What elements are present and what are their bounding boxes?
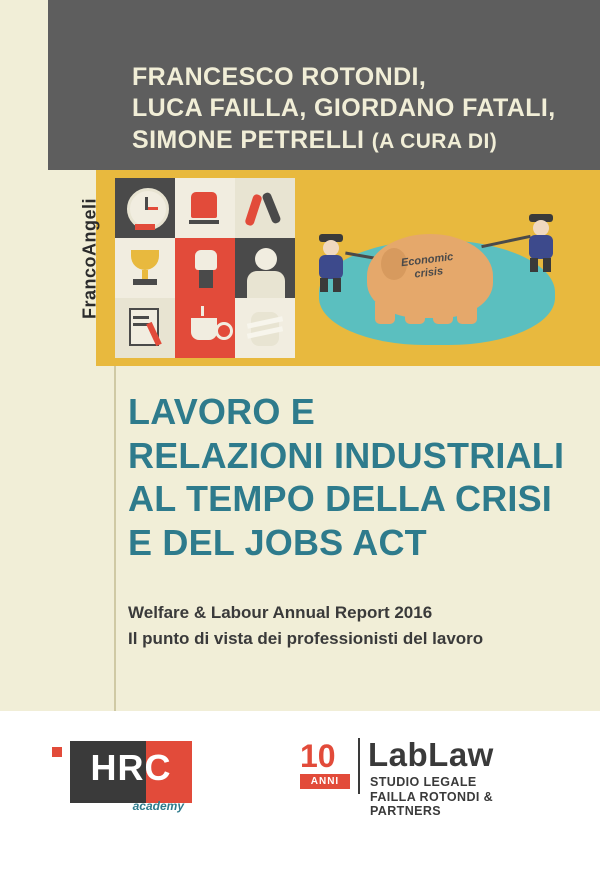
publisher-name: FrancoAngeli [79, 198, 100, 320]
title-line-2: RELAZIONI INDUSTRIALI [128, 434, 565, 476]
title-line-1: LAVORO E [128, 391, 315, 432]
subtitle-line-1: Welfare & Labour Annual Report 2016 [128, 603, 433, 622]
elephant-legs [375, 302, 475, 324]
businessman-right [521, 214, 561, 268]
businessman-left [311, 234, 351, 288]
left-lower-cream-block [0, 366, 115, 711]
author-line-3 [132, 125, 572, 156]
lablaw-subtitle-1: STUDIO LEGALE [370, 775, 477, 789]
tile-running-legs-icon [235, 178, 295, 238]
title-line-4: E DEL JOBS ACT [128, 521, 427, 563]
hrc-logo-tagline: academy [132, 799, 184, 813]
author-line-1: FRANCESCO ROTONDI, [132, 63, 427, 91]
lablaw-name: LabLaw [368, 736, 494, 773]
hrc-logo-text: HRC [90, 747, 172, 788]
tile-hand-paper-icon [175, 178, 235, 238]
tile-raised-fist-icon [175, 238, 235, 298]
lablaw-years-label: ANNI [300, 774, 350, 789]
authors-block [132, 62, 572, 156]
tile-coffee-cup-icon [175, 298, 235, 358]
tile-businessman-icon [235, 238, 295, 298]
author-line-3-names: SIMONE PETRELLI [132, 125, 365, 154]
tile-clock-icon [115, 178, 175, 238]
hrc-academy-logo [52, 741, 192, 813]
tile-bandaged-arm-icon [235, 298, 295, 358]
lablaw-divider [358, 738, 360, 794]
elephant-label-line-2: crisis [413, 264, 444, 281]
author-line-2: LUCA FAILLA, GIORDANO FATALI, [132, 94, 556, 123]
title-line-3: AL TEMPO DELLA CRISI [128, 478, 553, 520]
subtitle-line-2: Il punto di vista dei professionisti del lavoro [128, 629, 484, 649]
lablaw-subtitle-2: FAILLA ROTONDI & PARTNERS [370, 790, 494, 818]
book-subtitle [128, 600, 572, 653]
left-vertical-rule [114, 366, 116, 711]
publisher-band [48, 170, 100, 366]
hrc-square-mark [52, 747, 62, 757]
tile-trophy-icon [115, 238, 175, 298]
lablaw-years-number: 10 [300, 738, 336, 774]
cover-illustration [115, 178, 585, 358]
tile-clipboard-pen-icon [115, 298, 175, 358]
icon-tile-grid [115, 178, 295, 358]
elephant-label-line-1: Economic [400, 250, 455, 270]
lablaw-logo [300, 736, 562, 818]
elephant-scene [295, 178, 585, 358]
editor-note: (A CURA DI) [371, 129, 498, 153]
book-title [128, 390, 572, 564]
lablaw-anniversary-badge [300, 740, 352, 792]
